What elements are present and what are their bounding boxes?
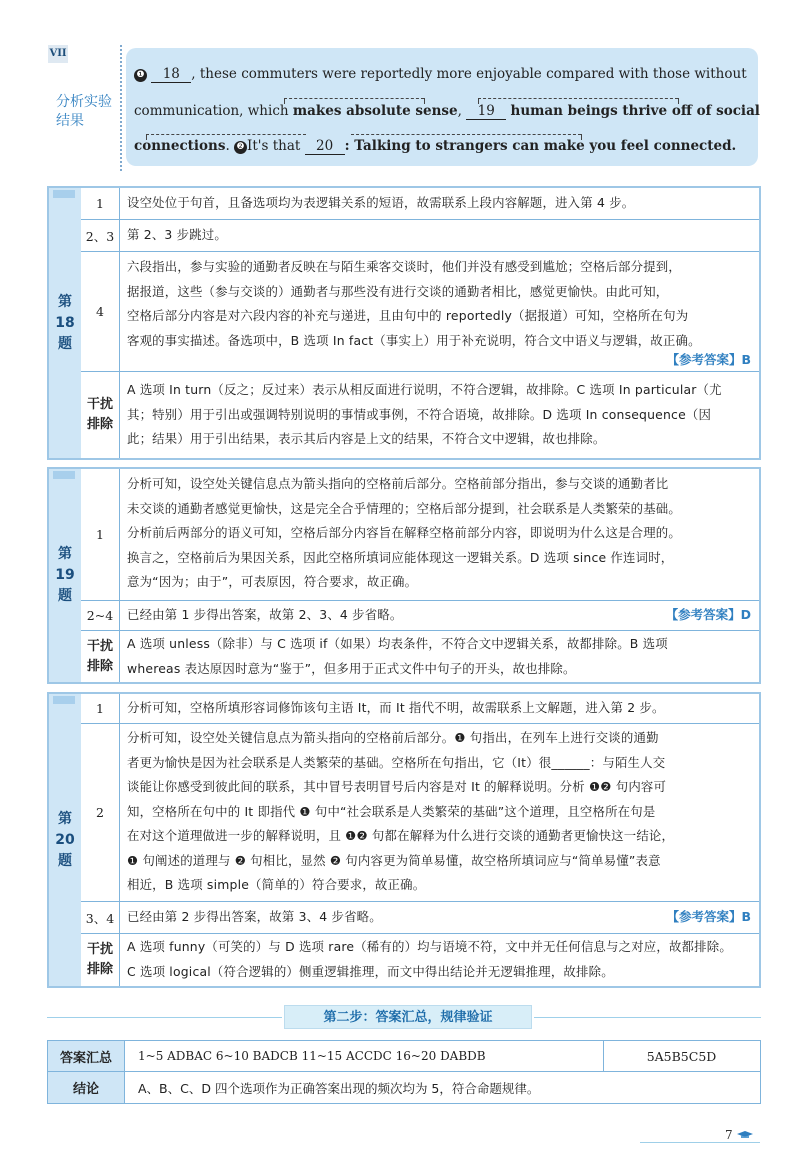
conclusion-text: A、B、C、D 四个选项作为正确答案出现的频次均为 5，符合命题规律。: [138, 1080, 540, 1096]
passage-line-3: connections. ❷ It's that 20 : Talking to strangers can make you feel connected.: [134, 138, 737, 154]
table-row: 结论 A、B、C、D 四个选项作为正确答案出现的频次均为 5，符合命题规律。: [48, 1072, 760, 1103]
question-18-table: [47, 186, 761, 460]
answer-badge: 【参考答案】D: [665, 607, 751, 622]
table-row: 2~4 已经由第 1 步得出答案，故第 2、3、4 步省略。 【参考答案】D: [81, 601, 759, 631]
passage-excerpt: [126, 48, 758, 166]
page-number: 7: [725, 1128, 733, 1142]
question-19-table: [47, 467, 761, 684]
arrow-guide: [351, 134, 581, 135]
question-20-label: 第 20 题: [49, 694, 81, 986]
table-row: 1 分析可知，空格所填形容词修饰该句主语 It，而 It 指代不明，故需联系上文解题，进入第 2 步。: [81, 694, 759, 724]
table-row: 4 六段指出，参与实验的通勤者反映在与陌生乘客交谈时，他们并没有感受到尴尬；空格后部分提到， 据报道，这些（参与交谈的）通勤者与那些没有进行交谈的通勤者相比，感觉更愉快。由此可知， 空格后部分内容是对六段内容的补充与递进，且由句中的 reportedly（据报道）可知，空格所在句为 客观的事实描述。备选项中，B 选项 In fact（事实上）用于补充说明，符合文中语义与逻辑，故正确。 【参考答案】B: [81, 252, 759, 372]
passage-line-1: ❶ 18 , these commuters were reportedly more enjoyable compared with those without: [134, 66, 747, 83]
section-badge: VII: [48, 45, 68, 63]
blank-19: 19: [466, 103, 506, 120]
footer-line: [640, 1142, 760, 1143]
section-2-header: 第二步：答案汇总，规律验证: [284, 1005, 532, 1029]
question-20-table: [47, 692, 761, 988]
question-19-label: 第 19 题: [49, 469, 81, 682]
table-row: 1 分析可知，设空处关键信息点为箭头指向的空格前后部分。空格前部分指出，参与交谈的通勤者比 未交谈的通勤者感觉更愉快，这是完全合乎情理的；空格后部分提到，社会联系是人类繁荣的基础。 分析前后两部分的语义可知，空格后部分内容旨在解释空格前部分内容，即说明为什么这是合理的。 换言之，空格前后为果因关系，因此空格所填词应能体现这一逻辑关系。D 选项 since 作连词时， 意为“因为；由于”，可表原因，符合要求，故正确。: [81, 469, 759, 601]
summary-table: [47, 1040, 761, 1104]
answer-summary: 1~5 ADBAC 6~10 BADCB 11~15 ACCDC 16~20 DABDB: [138, 1049, 486, 1063]
blank-18: 18: [151, 66, 191, 83]
blank-20: 20: [305, 138, 345, 155]
arrow-guide: [146, 134, 306, 135]
table-row: 干扰 排除 A 选项 funny（可笑的）与 D 选项 rare（稀有的）均与语境不符，文中并无任何信息与之对应，故都排除。 C 选项 logical（符合逻辑的）侧重逻辑推理，而文中得出结论并无逻辑推理，故排除。: [81, 934, 759, 986]
divider: [534, 1017, 761, 1018]
table-row: 3、4 已经由第 2 步得出答案，故第 3、4 步省略。 【参考答案】B: [81, 902, 759, 934]
arrow-guide: [284, 98, 424, 99]
answer-badge: 【参考答案】B: [666, 909, 751, 924]
sentence-marker-1: ❶: [134, 69, 147, 82]
analysis-title: 分析实验结果: [56, 94, 112, 129]
passage-line-2: communication, which makes absolute sense, 19 human beings thrive off of social: [134, 103, 760, 119]
answer-badge: 【参考答案】B: [666, 352, 751, 367]
analysis-block: [48, 45, 761, 171]
table-row: 干扰 排除 A 选项 In turn（反之；反过来）表示从相反面进行说明，不符合逻辑，故排除。C 选项 In particular（尤 其；特别）用于引出或强调特别说明的事情或事例，不符合语境，故排除。D 选项 In consequence（因 此；结果）用于引出结果，表示其后内容是上文的结果，不符合文中逻辑，故也排除。: [81, 372, 759, 458]
table-row: 1 设空处位于句首，且备选项均为表逻辑关系的短语，故需联系上段内容解题，进入第 4 步。: [81, 188, 759, 220]
table-row: 2、3 第 2、3 步跳过。: [81, 220, 759, 252]
graduation-cap-icon: [737, 1131, 753, 1139]
arrow-guide: [478, 98, 678, 99]
answer-count: 5A5B5C5D: [646, 1048, 717, 1064]
table-row: 答案汇总 1~5 ADBAC 6~10 BADCB 11~15 ACCDC 16~20 DABDB 5A5B5C5D: [48, 1041, 760, 1072]
table-row: 2 分析可知，设空处关键信息点为箭头指向的空格前后部分。❶ 句指出，在列车上进行交谈的通勤 者更为愉快是因为社会联系是人类繁荣的基础。空格所在句指出，它（It）很______：与陌生人交 谈能让你感受到彼此间的联系，其中冒号表明冒号后内容是对 It 的解释说明。分析 ❶❷ 句内容可 知，空格所在句中的 It 即指代 ❶ 句中“社会联系是人类繁荣的基础”这个道理，且空格所在句是 在对这个道理做进一步的解释说明，且 ❶❷ 句都在解释为什么进行交谈的通勤者更愉快这一结论， ❶ 句阐述的道理与 ❷ 句相比，显然 ❷ 句内容更为简单易懂，故空格所填词应与“简单易懂”表意 相近，B 选项 simple（简单的）符合要求，故正确。: [81, 724, 759, 902]
divider: [47, 1017, 282, 1018]
question-18-label: 第 18 题: [49, 188, 81, 458]
sentence-marker-2: ❷: [234, 141, 247, 154]
table-row: 干扰 排除 A 选项 unless（除非）与 C 选项 if（如果）均表条件，不符合文中逻辑关系，故都排除。B 选项 whereas 表达原因时意为“鉴于”，但多用于正式文件中句子的开头，故也排除。: [81, 631, 759, 682]
